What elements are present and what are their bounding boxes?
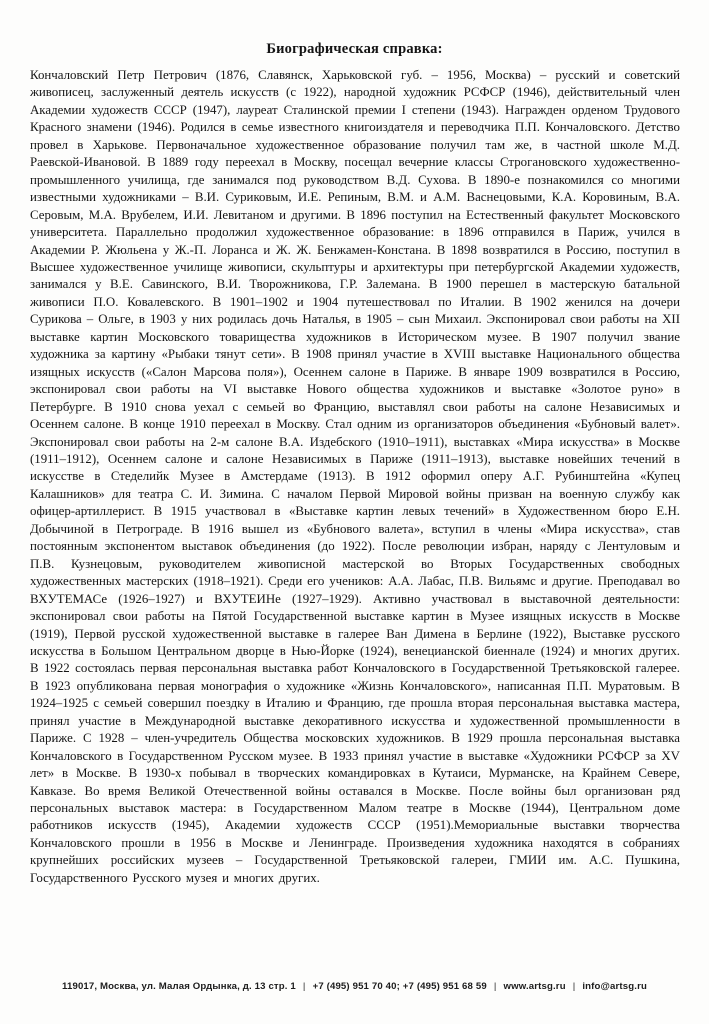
footer-address: 119017, Москва, ул. Малая Ордынка, д. 13 стр. 1	[62, 981, 296, 992]
document-footer	[0, 981, 709, 992]
footer-separator: |	[572, 981, 576, 992]
footer-phones: +7 (495) 951 70 40; +7 (495) 951 68 59	[312, 981, 487, 992]
footer-website: www.artsg.ru	[503, 981, 566, 992]
biography-text: Кончаловский Петр Петрович (1876, Славянск, Харьковской губ. – 1956, Москва) – русский и советский живописец, заслуженный деятель искусств (с 1922), народной художник РСФСР (1946), действительный член Академии художеств СССР (1947), лауреат Сталинской премии I степени (1943). Награжден орденом Трудового Красного знамени (1946). Родился в семье известного книгоиздателя и переводчика П.П. Кончаловского. Детство провел в Харькове. Первоначальное художественное образование получил там же, в частной школе М.Д. Раевской-Ивановой. В 1889 году переехал в Москву, посещал вечерние классы Строгановского художественно-промышленного училища, где занимался под руководством В.Д. Сухова. В 1890-е познакомился со многими известными художниками – В.И. Суриковым, И.Е. Репиным, В.М. и А.М. Васнецовыми, К.А. Коровиным, В.А. Серовым, М.А. Врубелем, И.И. Левитаном и другими. В 1896 поступил на Естественный факультет Московского университета. Параллельно продолжил художественное образование: в 1896 отправился в Париж, учился в Академии Р. Жюльена у Ж.-П. Лоранса и Ж. Ж. Бенжамен-Констана. В 1898 возвратился в Россию, поступил в Высшее художественное училище живописи, скульптуры и архитектуры при петербургской Академии художеств, занимался у В.Е. Савинского, В.И. Творожникова, Г.Р. Залемана. В 1900 перешел в мастерскую батальной живописи П.О. Ковалевского. В 1901–1902 и 1904 путешествовал по Италии. В 1902 женился на дочери Сурикова – Ольге, в 1903 у них родилась дочь Наталья, в 1905 – сын Михаил. Экспонировал свои работы на XII выставке картин Московского товарищества художников в Историческом музее. В 1907 получил звание художника за картину «Рыбаки тянут сети». В 1908 принял участие в XVIII выставке Национального общества изящных искусств («Салон Марсова поля»), Осеннем салоне в Париже. В январе 1909 возвратился в Россию, экспонировал свои работы на VI выставке Нового общества художников и выставке «Золотое руно» в Петербурге. В 1910 снова уехал с семьей во Францию, выставлял свои работы на салоне Независимых и Осеннем салоне. В конце 1910 переехал в Москву. Стал одним из организаторов объединения «Бубновый валет». Экспонировал свои работы на 2-м салоне В.А. Издебского (1910–1911), выставках «Мира искусства» в Москве (1911–1912), Осеннем салоне и салоне Независимых в Париже (1911–1913), выставке новейших течений в искусстве в Стеделийк Музее в Амстердаме (1913). В 1912 оформил оперу А.Г. Рубинштейна «Купец Калашников» для театра С. И. Зимина. С началом Первой Мировой войны призван на военную службу как офицер-артиллерист. В 1915 участвовал в «Выставке картин левых течений» в Художественном бюро Е.Н. Добычиной в Петрограде. В 1916 вышел из «Бубнового валета», вступил в члены «Мира искусства», став постоянным экспонентом выставок объединения (до 1922). После революции избран, наряду с Лентуловым и П.В. Кузнецовым, руководителем живописной мастерской во Вторых Государственных свободных художественных мастерских (1918–1921). Среди его учеников: А.А. Лабас, П.В. Вильямс и другие. Преподавал во ВХУТЕМАСе (1926–1927) и ВХУТЕИНе (1927–1929). Активно участвовал в выставочной деятельности: экспонировал свои работы на Пятой Государственной выставке картин в Музее изящных искусств в Москве (1919), Первой русской художественной выставке в галерее Ван Димена в Берлине (1922), Выставке русского искусства в Большом Центральном дворце в Нью-Йорке (1924), венецианской биеннале (1924) и многих других. В 1922 состоялась первая персональная выставка работ Кончаловского в Государственной Третьяковской галерее. В 1923 опубликована первая монография о художнике «Жизнь Кончаловского», написанная П.П. Муратовым. В 1924–1925 с семьей совершил поездку в Италию и Францию, где прошла вторая персональная выставка мастера, принял участие в Международной выставке декоративного искусства и художественной промышленности в Париже. С 1928 – член-учредитель Общества московских художников. В 1929 прошла персональная выставка Кончаловского в Государственном Русском музее. В 1933 принял участие в выставке «Художники РСФСР за XV лет» в Москве. В 1930-х побывал в творческих командировках в Кутаиси, Мурманске, на Крайнем Севере, Кавказе. Во время Великой Отечественной войны оставался в Москве. После войны был организован ряд персональных выставок мастера: в Государственном Малом театре в Москве (1944), Центральном доме работников искусств (1945), Академии художеств СССР (1951).Мемориальные выставки творчества Кончаловского прошли в 1956 в Москве и Ленинграде. Произведения художника находятся в собраниях крупнейших российских музеев – Государственной Третьяковской галереи, ГМИИ им. А.С. Пушкина, Государственного Русского музея и многих других.	[30, 68, 680, 885]
footer-separator: |	[302, 981, 306, 992]
footer-email: info@artsg.ru	[582, 981, 647, 992]
document-title: Биографическая справка:	[266, 41, 443, 57]
footer-separator: |	[493, 981, 497, 992]
